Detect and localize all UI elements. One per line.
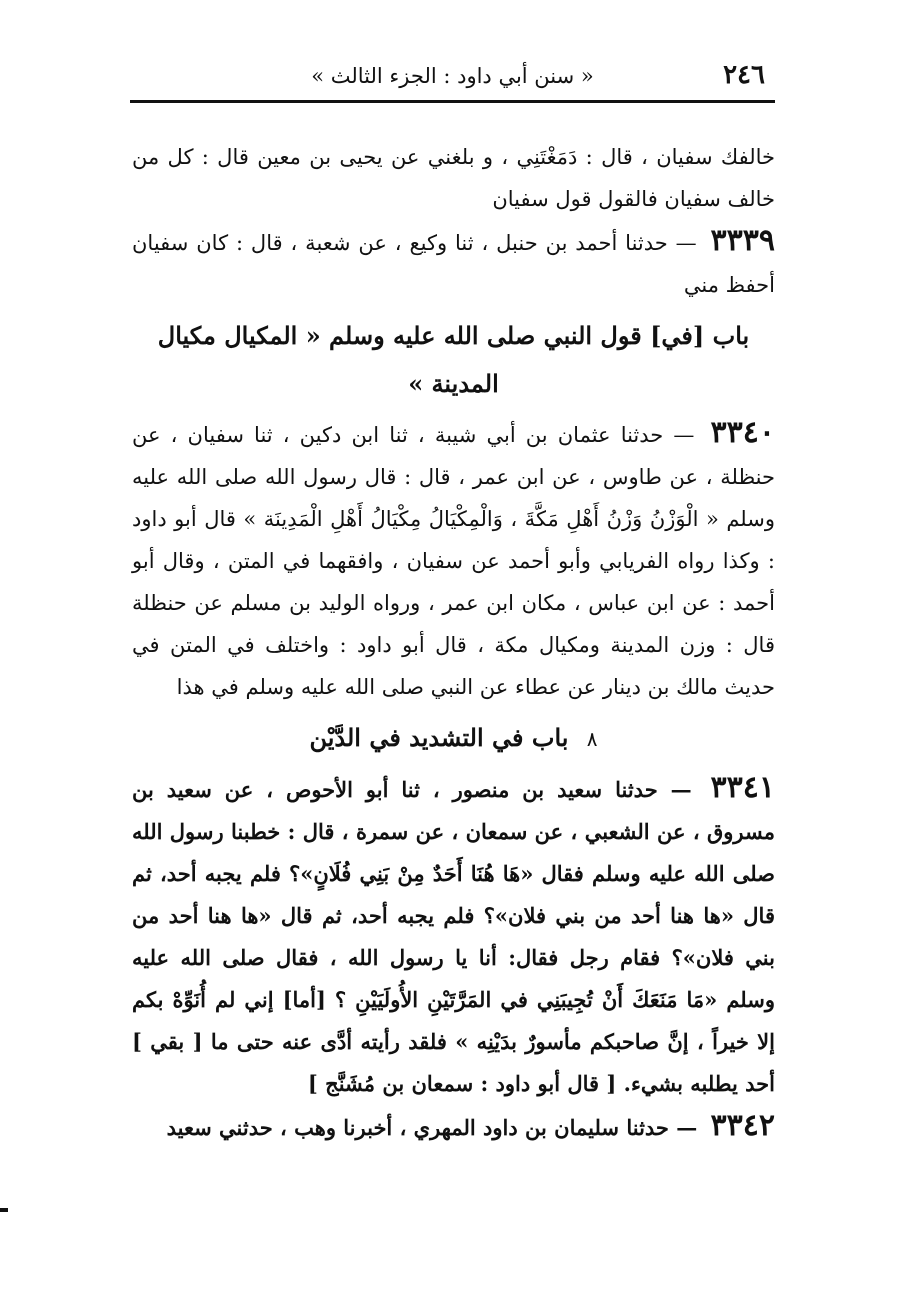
page-header <box>130 58 775 102</box>
chapter-title: باب في التشديد في الدَّيْن <box>309 723 569 752</box>
hadith-text: — حدثنا أحمد بن حنبل ، ثنا وكيع ، عن شعبة ، قال : كان سفيان أحفظ مني <box>132 231 775 297</box>
hadith-3339 <box>132 220 775 306</box>
chapter-number: ٨ <box>586 727 598 751</box>
page-number: ٢٤٦ <box>723 60 765 90</box>
chapter-heading <box>132 714 775 763</box>
hadith-3340 <box>132 412 775 708</box>
chapter-heading: باب [في] قول النبي صلى الله عليه وسلم « المكيال مكيال المدينة » <box>157 321 750 398</box>
paragraph-continuation: خالفك سفيان ، قال : دَمَغْتَنِي ، و بلغني عن يحيى بن معين قال : كل من خالف سفيان فالقول قول سفيان <box>132 145 775 211</box>
header-rule <box>130 100 775 103</box>
hadith-text: — حدثنا سليمان بن داود المهري ، أخبرنا وهب ، حدثني سعيد <box>166 1115 698 1140</box>
hadith-number: ٣٣٤٠ <box>710 415 775 450</box>
hadith-number: ٣٣٣٩ <box>710 223 775 258</box>
hadith-3341 <box>132 767 775 1105</box>
hadith-text: — حدثنا سعيد بن منصور ، ثنا أبو الأحوص ، عن سعيد بن مسروق ، عن الشعبي ، عن سمعان ، عن سمرة ، قال : خطبنا رسول الله صلى الله عليه وسلم فقال «هَا هُنَا أَحَدٌ مِنْ بَنِي فُلَانٍ»؟ فلم يجبه أحد، ثم قال «ها هنا أحد من بني فلان»؟ فلم يجبه أحد، ثم قال «ها هنا أحد من بني فلان»؟ فقام رجل فقال: أنا يا رسول الله ، فقال صلى الله عليه وسلم «مَا مَنَعَكَ أَنْ تُجِيبَنِي في المَرَّتَيْنِ الأُولَيَيْنِ ؟ [أما] إني لم أُنَوِّهْ بكم إلا خيراً ، إنَّ صاحبكم مأسورٌ بدَيْنِه » فلقد رأيته أدَّى عنه حتى ما [ بقي ] أحد يطلبه بشيء. [ قال أبو داود : سمعان بن مُشَنَّج ] <box>132 777 775 1096</box>
hadith-number: ٣٣٤٢ <box>710 1108 775 1143</box>
running-title: « سنن أبي داود : الجزء الثالث » <box>311 64 594 88</box>
margin-mark <box>0 1208 8 1212</box>
hadith-number: ٣٣٤١ <box>710 770 775 805</box>
hadith-3342 <box>132 1105 775 1149</box>
hadith-text: — حدثنا عثمان بن أبي شيبة ، ثنا ابن دكين ، ثنا سفيان ، عن حنظلة ، عن طاوس ، عن ابن عمر ، قال : قال رسول الله صلى الله عليه وسلم « الْوَزْنُ وَزْنُ أَهْلِ مَكَّةَ ، وَالْمِكْيَالُ مِكْيَالُ أَهْلِ الْمَدِينَة » قال أبو داود : وكذا رواه الفريابي وأبو أحمد عن سفيان ، وافقهما في المتن ، وقال أبو أحمد : عن ابن عباس ، مكان ابن عمر ، ورواه الوليد بن مسلم عن حنظلة قال : وزن المدينة ومكيال مكة ، قال أبو داود : واختلف في المتن في حديث مالك بن دينار عن عطاء عن النبي صلى الله عليه وسلم في هذا <box>132 423 775 699</box>
page-body <box>132 136 775 1149</box>
